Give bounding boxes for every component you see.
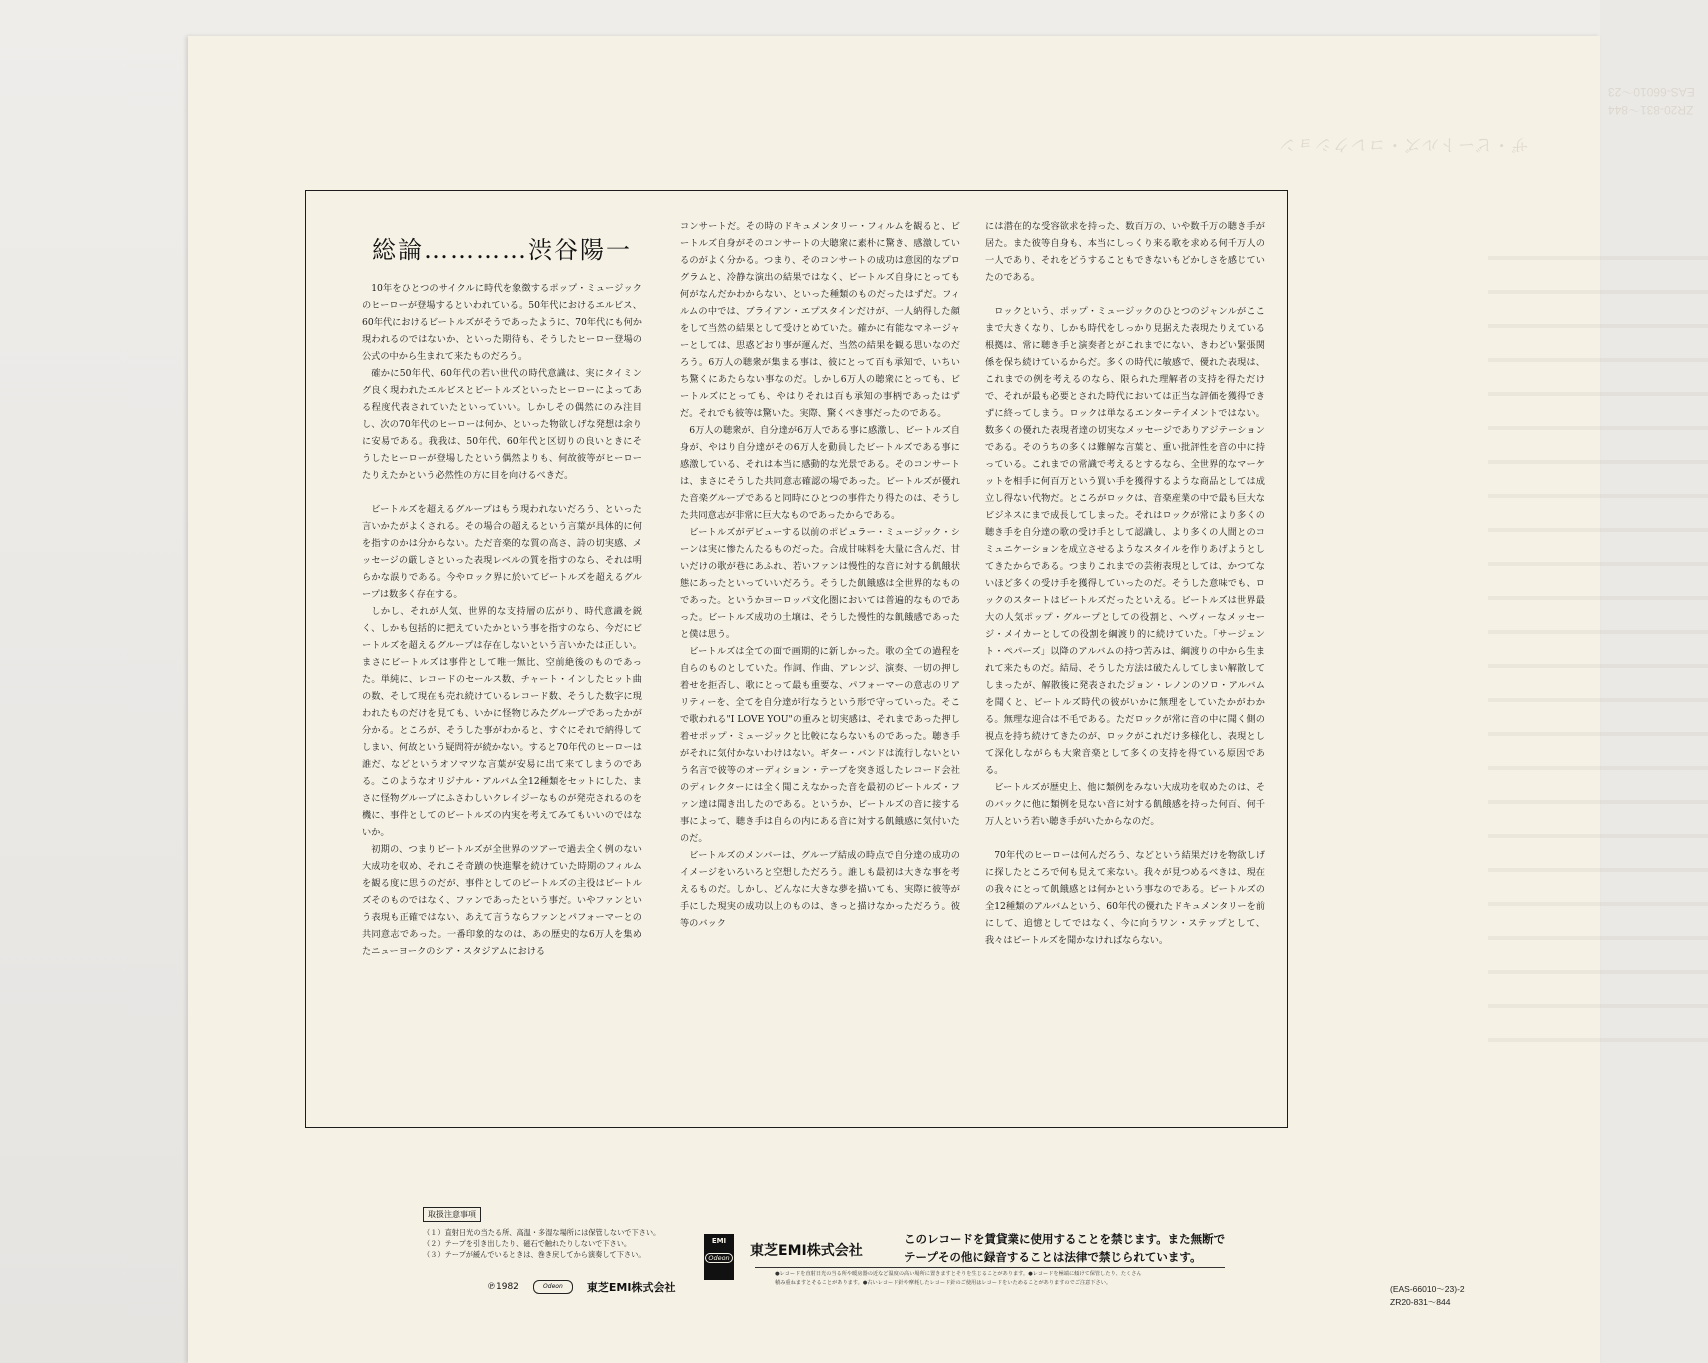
note-item: （１）直射日光の当たる所、高温・多湿な場所には保管しないで下さい。 <box>423 1228 661 1237</box>
paragraph: ビートルズがデビューする以前のポピュラー・ミュージック・シーンは実に惨たんたるものだった。合成甘味料を大量に含んだ、甘いだけの歌が巷にあふれ、若いファンは慢性的な音に対する飢餓状態にあったといっていいだろう。そうした飢餓感は全世界的なものであった。というかヨーロッパ文化圏においては普遍的なものであった。ビートルズ成功の土壌は、そうした慢性的な飢餓感であったと僕は思う。 <box>680 527 960 640</box>
essay-column-2 <box>680 218 960 1118</box>
paragraph: 6万人の聴衆が、自分達が6万人である事に感激し、ビートルズ自身が、やはり自分達がその6万人を動員したビートルズである事に感激している、それは本当に感動的な光景である。そのコンサートは、まさにそうした共同意志確認の場であった。ビートルズが優れた音楽グループであると同時にひとつの事件たり得たのは、そうした共同意志が非常に巨大なものであったからである。 <box>680 425 960 521</box>
handling-notes-title: 取扱注意事項 <box>423 1207 481 1222</box>
paragraph: 70年代のヒーローは何んだろう、などという結果だけを物欲しげに探したところで何も見えて来ない。我々が見つめるべきは、現在の我々にとって飢餓感とは何かという事なのである。ビートルズの全12種類のアルバムという、60年代の優れたドキュメンタリーを前にして、追憶としてではなく、今に向うワン・ステップとして、我々はビートルズを聞かなければならない。 <box>985 850 1265 946</box>
copyright: ℗1982 <box>487 1282 519 1292</box>
show-through-catalog-2: ZR20-831〜844 <box>1608 103 1694 117</box>
paragraph: 初期の、つまりビートルズが全世界のツアーで過去全く例のない大成功を収め、それこそ奇蹟の快進撃を続けていた時期のフィルムを観る度に思うのだが、事件としてのビートルズの主役はビートルズそのものではなく、ファンであったという事だ。いやファンという表現も正確ではない、あえて言うならファンとパフォーマーとの共同意志であった。一番印象的なのは、あの歴史的な6万人を集めたニューヨークのシア・スタジアムにおける <box>362 844 642 957</box>
note-item: （２）テープを引き出したり、磁石で触れたりしないで下さい。 <box>423 1239 632 1248</box>
paragraph: コンサートだ。その時のドキュメンタリー・フィルムを観ると、ビートルズ自身がそのコンサートの大聴衆に素朴に驚き、感激しているのがよく分かる。つまり、そのコンサートの成功は意図的なプログラムと、冷静な演出の結果ではなく、ビートルズ自身にとっても何がなんだかわからない、といった種類のものだったはずだ。フィルムの中では、ブライアン・エプスタインだけが、一人納得した顔をして当然の結果として受けとめていた。確かに有能なマネージャーとしては、思惑どおり事が運んだ、当然の結果を観る思いなのだろう。6万人の聴衆が集まる事は、彼にとって百も承知で、いちいち驚くにあたらない事なのだ。しかし6万人の聴衆にとっても、ビートルズにとっても、やはりそれは百も承知の事柄であったはずだ。それでも彼等は驚いた。実際、驚くべき事だったのである。 <box>680 221 960 419</box>
paragraph: ビートルズは全ての面で画期的に新しかった。歌の全ての過程を自らのものとしていた。作詞、作曲、アレンジ、演奏、一切の押し着せを拒否し、歌にとって最も重要な、パフォーマーの意志のリアリティーを、全てを自分達が行なうという形で守っていった。そこで歌われる"I LOVE YOU"の重みと切実感は、それまであった押し着せポップ・ミュージックと比較にならないものであった。聴き手がそれに気付かないわけはない。ギター・バンドは流行しないという名言で彼等のオーディション・テープを突き返したレコード会社のディレクターには全く聞こえなかった音を最初のビートルズ・ファン達は聞き出したのである。というか、ビートルズの音に接する事によって、聴き手は自らの内にある音に対する飢餓感に気付いたのだ。 <box>680 646 960 844</box>
essay-title: 総論…………渋谷陽一 <box>372 236 632 264</box>
paragraph: には潜在的な受容欲求を持った、数百万の、いや数千万の聴き手が居た。また彼等自身も、本当にしっくり来る歌を求める何千万人の一人であり、それをどうすることもできないもどかしさを感じていたのである。 <box>985 221 1265 283</box>
paragraph: 10年をひとつのサイクルに時代を象徴するポップ・ミュージックのヒーローが登場するといわれている。50年代におけるエルビス、60年代におけるビートルズがそうであったように、70年代にも何か現われるのではないか、といった期待も、そうしたヒーロー登場の公式の中から生まれて来たものだろう。 <box>362 283 642 362</box>
paragraph: しかし、それが人気、世界的な支持層の広がり、時代意識を鋭く、しかも包括的に把えていたかという事を指すのなら、今だにビートルズを超えるグループは存在しないという言いかたは正しい。まさにビートルズは事件として唯一無比、空前絶後のものであった。単純に、レコードのセールス数、チャート・インしたヒット曲の数、そして現在も売れ続けているレコード数、そうした数字に現われたものだけを見ても、いかに怪物じみたグループであったかが分かる。ところが、そうした事がわかると、すぐにそれで納得してしまい、何故という疑問符が続かない。すると70年代のヒーローは誰だ、などというオソマツな言葉が安易に出て来てしまうのである。このようなオリジナル・アルバム全12種類をセットにした、まさに怪物グループにふさわしいクレイジーなものが発売されるのを機に、事件としてのビートルズの内実を考えてみてもいいのではないか。 <box>362 606 642 838</box>
paragraph: ビートルズが歴史上、他に類例をみない大成功を収めたのは、そのバックに他に類例を見ない音に対する飢餓感を持った何百、何千万人という若い聴き手がいたからなのだ。 <box>985 782 1265 827</box>
odeon-logo-icon: Odeon <box>533 1280 573 1294</box>
company-name-small: 東芝EMI株式会社 <box>586 1281 676 1294</box>
copyright-row <box>487 1279 675 1295</box>
rental-warning-line-2: テープその他に録音することは法律で禁じられています。 <box>904 1250 1202 1264</box>
show-through-title: ザ・ビートルズ・コレクション <box>1278 134 1529 154</box>
rental-warning <box>904 1230 1225 1266</box>
note-item: （３）テープが緩んでいるときは、巻き戻してから演奏して下さい。 <box>423 1250 646 1259</box>
rental-warning-line-1: このレコードを賃貸業に使用することを禁じます。また無断で <box>904 1232 1226 1246</box>
show-through-column <box>1488 226 1708 1046</box>
company-name: 東芝EMI株式会社 <box>750 1243 863 1259</box>
paragraph: ビートルズを超えるグループはもう現われないだろう、といった言いかたがよくされる。その場合の超えるという言葉が具体的に何を指すのかは分からない。ただ音楽的な質の高さ、詩の切実感、メッセージの厳しさといった表現レベルの質を指すのなら、それは明らかな誤りである。今やロック界に於いてビートルズを超えるグループは数多く存在する。 <box>362 504 642 600</box>
catalog-number: (EAS-66010〜23)-2 ZR20-831〜844 <box>1390 1284 1465 1307</box>
paragraph: 確かに50年代、60年代の若い世代の時代意識は、実にタイミング良く現われたエルビスとビートルズといったヒーローによってある程度代表されていたといっていい。しかしその偶然にのみ注目し、次の70年代のヒーローは何か、といった物欲しげな発想は余りに安易である。我我は、50年代、60年代と区切りの良いときにそうしたヒーローが登場したという偶然よりも、何故彼等がヒーローたりえたかという必然性の方に目を向けるべきだ。 <box>362 368 642 481</box>
essay-column-1 <box>362 280 642 957</box>
record-care-warning: ●レコードを直射日光の当る所や暖房器の近など温度の高い場所に置きますとそりを生じることがあります。●レコードを極端に傾けて保管したり、たくさん 積み重ねますとそることがあります。●古いレコード針や摩耗したレコード針のご使用はレコードをいためることがありますのでご注意下さい。 <box>775 1271 1142 1286</box>
handling-notes <box>423 1227 713 1260</box>
essay-column-3 <box>985 218 1265 1118</box>
emi-odeon-logo-icon: EMI Odeon <box>704 1234 734 1280</box>
paragraph: ビートルズのメンバーは、グループ結成の時点で自分達の成功のイメージをいろいろと空想しただろう。誰しも最初は大きな事を考えるものだ。しかし、どんなに大きな夢を描いても、実際に彼等が手にした現実の成功以上のものは、きっと描けなかっただろう。彼等のバック <box>680 850 960 929</box>
paragraph: ロックという、ポップ・ミュージックのひとつのジャンルがここまで大きくなり、しかも時代をしっかり見据えた表現たりえている根拠は、常に聴き手と演奏者とがこれまでにない、きわどい緊張関係を保ち続けているからだ。多くの時代に敏感で、優れた表現は、これまでの例を考えるのなら、限られた理解者の支持を得ただけで、それが最も必要とされた時代においては正当な評価を獲得できずに終ってしまう。ロックは単なるエンターテイメントではない。数多くの優れた表現者達の切実なメッセージでありアジテーションである。そのうちの多くは難解な言葉と、重い批評性を音の中に持っている。これまでの常識で考えるとするなら、全世界的なマーケットを相手に何百万という買い手を獲得するような商品としては成立し得ない代物だ。ところがロックは、音楽産業の中で最も巨大なビジネスにまで成長してしまった。それはロックが常により多くの聴き手を自分達の歌の受け手として認識し、より多くの人間とのコミュニケーションを成立させるようなスタイルを作りあげようとしてきたからである。つまりこれまでの芸術表現としては、かつてないほど多くの受け手を獲得していったのだ。そうした意味でも、ロックのスタートはビートルズだったといえる。ビートルズは世界最大の人気ポップ・グループとしての役割と、ヘヴィーなメッセージ・メイカーとしての役割を綱渡り的に続けていた。「サージェント・ペパーズ」以降のアルバムの持つ苦みは、綱渡りの中から生まれて来たものだ。結局、そうした方法は破たんしてしまい解散してしまったが、解散後に発表されたジョン・レノンのソロ・アルバムを聞くと、ビートルズ時代の彼がいかに無理をしていたかがわかる。無理な迎合は不毛である。ただロックが常に音の中に聞く側の視点を持ち続けてきたのが、ロックがこれだけ多様化し、表現として深化しながらも大衆音楽として多くの支持を得ている原因である。 <box>985 306 1265 776</box>
show-through-catalog-1: EAS-66010〜23 <box>1608 85 1695 99</box>
divider <box>755 1267 1225 1268</box>
